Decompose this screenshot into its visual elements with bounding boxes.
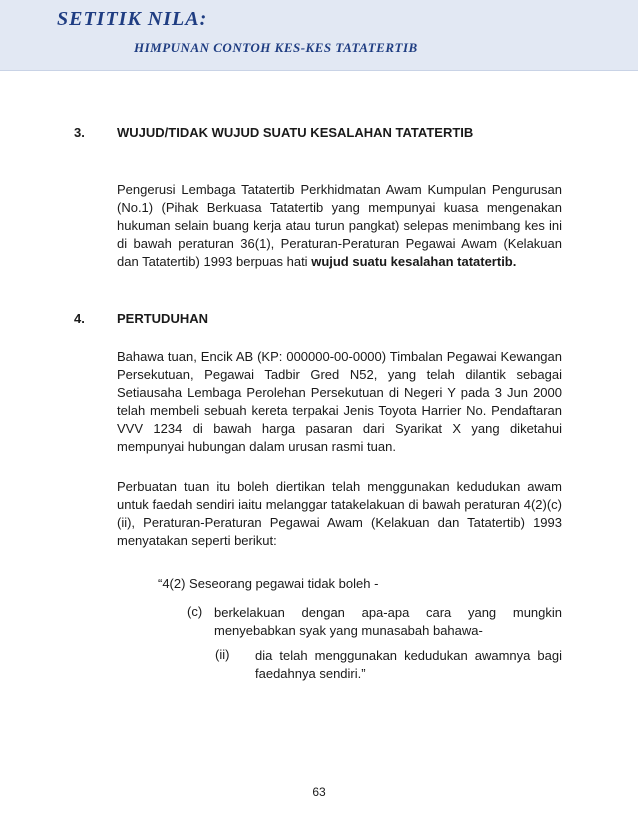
quote-item-c-text: berkelakuan dengan apa-apa cara yang mungkin menyebabkan syak yang munasabah bahawa- [214, 605, 562, 638]
section-4-number: 4. [74, 311, 85, 326]
header-subtitle: HIMPUNAN CONTOH KES-KES TATATERTIB [134, 40, 418, 55]
page-header [0, 0, 638, 71]
header-title: SETITIK NILA: [57, 8, 208, 30]
section-3-title: WUJUD/TIDAK WUJUD SUATU KESALAHAN TATATERTIB [117, 125, 474, 140]
quote-item-ii-marker: (ii) [215, 647, 230, 662]
section-3-number: 3. [74, 125, 85, 140]
section-4-title: PERTUDUHAN [117, 311, 208, 326]
section-3-paragraph [117, 181, 562, 271]
quote-item-ii-text: dia telah menggunakan kedudukan awamnya bagi faedahnya sendiri.” [255, 648, 562, 681]
section-4-paragraph-2: Perbuatan tuan itu boleh diertikan telah menggunakan kedudukan awam untuk faedah sendiri iaitu melanggar tatakelakuan di bawah peraturan 4(2)(c)(ii), Peraturan-Peraturan Pegawai Awam (Kelakuan dan Tatatertib) 1993 menyatakan seperti berikut: [117, 479, 562, 548]
quote-intro: “4(2) Seseorang pegawai tidak boleh - [158, 576, 379, 591]
section-3-paragraph-bold: wujud suatu kesalahan tatatertib. [311, 254, 517, 269]
page-number: 63 [312, 785, 326, 799]
section-3-paragraph-text: Pengerusi Lembaga Tatatertib Perkhidmatan Awam Kumpulan Pengurusan (No.1) (Pihak Berkuasa Tatatertib yang mempunyai kuasa mengenakan hukuman selain buang kerja atau turun pangkat) selepas menimbang kes ini di bawah peraturan 36(1), Peraturan-Peraturan Pegawai Awam (Kelakuan dan Tatatertib) 1993 berpuas hati [117, 182, 562, 269]
section-4-paragraph-1: Bahawa tuan, Encik AB (KP: 000000-00-0000) Timbalan Pegawai Kewangan Persekutuan, Pegawai Tadbir Gred N52, yang telah dilantik sebagai Setiausaha Lembaga Perolehan Persekutuan di Negeri Y pada 3 Jun 2000 telah membeli sebuah kereta terpakai Jenis Toyota Harrier No. Pendaftaran VVV 1234 di bawah harga pasaran dari Syarikat X yang diketahui mempunyai hubungan dalam urusan rasmi tuan. [117, 349, 562, 454]
quote-item-c-marker: (c) [187, 604, 203, 619]
